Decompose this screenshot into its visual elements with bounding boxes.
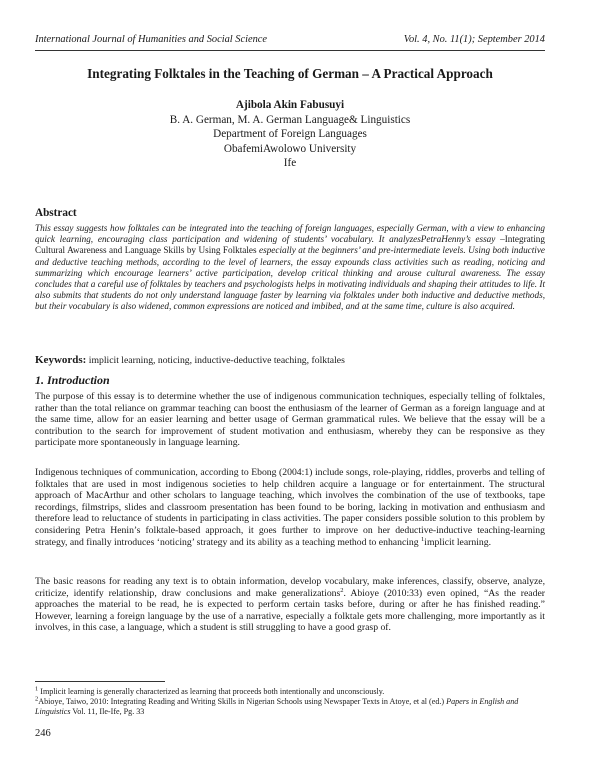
footnote-rule (35, 681, 165, 682)
footnotes (35, 687, 545, 717)
footnote-ref-2: 2 (340, 586, 344, 594)
author-university: ObafemiAwolowo University (223, 142, 357, 155)
author-name: Ajibola Akin Fabusuyi (235, 99, 345, 111)
author-block (35, 98, 545, 171)
author-department: Department of Foreign Languages (213, 128, 367, 140)
author-city: Ife (283, 157, 297, 169)
header-rule (35, 50, 545, 51)
paragraph-3 (35, 576, 545, 634)
author-degrees: B. A. German, M. A. German Language& Linguistics (169, 113, 411, 126)
page-number: 246 (35, 728, 51, 739)
footnote-2-book: Papers in English and Linguistics (35, 697, 519, 716)
paragraph-2-text: Indigenous techniques of communication, according to Ebong (2004:1) include songs, role-playing, riddles, proverbs and telling of folktales that are used in most indigenous societies to help children acquire a language or for entertainment. The structural approach of MacArthur and other scholars to language teaching, which involves the combination of the use of textbooks, tape recordings, filmstrips, slides and classroom presentation has been found to be boring, lacking in motivation and enthusiasm and therefore lead to reluctance of students in participating in class activities. The paper considers possible solution to this problem by considering Petra Henin’s folktale-based approach, it goes further to improve on her deductive-inductive teaching-learning strategy, and finally introduces ‘noticing’ strategy and its ability as a teaching method to enhancing (35, 467, 545, 548)
footnote-2-end: Vol. 11, Ile-Ife, Pg. 33 (70, 707, 145, 716)
section-heading: 1. Introduction (35, 373, 110, 387)
abstract-part-c: especially at the beginners’ and pre-intermediate levels. Using both inductive and deductive teaching methods, according to the level of learners, the essay expounds class activities such as reading, noticing and summarizing which encourage learners’ active participation, develop critical thinking and arouse cultural awareness. The essay concludes that a careful use of folktales by teachers and psychologists helps in motivating individuals and shaping their attitudes to life. It also submits that students do not only understand language faster by learning via folktales under both inductive and deductive methods, but their vocabulary is also widened, common expressions are noticed and imbibed, and at the same time, culture is also acquired. (35, 245, 545, 312)
paragraph-3-text: The basic reasons for reading any text is to obtain information, develop vocabulary, make inferences, classify, observe, analyze, criticize, identify relationship, draw conclusions and make generalizations (35, 576, 545, 599)
abstract-text (35, 223, 545, 313)
footnote-1-text: Implicit learning is generally characterized as learning that proceeds both intentionally and unconsciously. (38, 687, 385, 696)
footnote-ref-1: 1 (421, 535, 425, 543)
paragraph-1: The purpose of this essay is to determine whether the use of indigenous communication techniques, especially telling of folktales, rather than the total reliance on grammar teaching can boost the enthusiasm of the learner of German as a foreign language and at the same time, allow for an easier learning and better usage of German grammatical rules. We believe that the essay will be a contribution to the search for improvement of student motivation and enthusiasm, whereby they can be responsive as they participate more spontaneously in language learning. (35, 391, 545, 449)
journal-name: International Journal of Humanities and Social Science (35, 34, 268, 45)
footnote-2 (35, 697, 545, 717)
paragraph-2 (35, 467, 545, 548)
abstract-part-a: This essay suggests how folktales can be integrated into the teaching of foreign languages, especially German, with a view to enhancing quick learning, encouraging class participation and widening of students’ vocabulary. It analyzesPetraHenny’s essay – (35, 223, 545, 245)
running-header (35, 34, 545, 45)
paragraph-3-end: . Abioye (2010:33) even opined, “As the reader approaches the material to be read, he is expected to perform certain tasks before, during or after he has finished reading.” However, learning a foreign language by the use of a narrative, especially a folktale gets more challenging, more importantly as it involves, in this case, a language, which a student is still struggling to have a good grasp of. (35, 587, 545, 634)
keywords-list: implicit learning, noticing, inductive-deductive teaching, folktales (86, 355, 345, 366)
abstract-heading: Abstract (35, 207, 77, 219)
abstract-essay-title: Integrating Cultural Awareness and Language Skills by Using Folktales (35, 234, 545, 256)
paper-title: Integrating Folktales in the Teaching of German – A Practical Approach (87, 66, 493, 81)
keywords-label: Keywords: (35, 354, 87, 366)
keywords (35, 354, 545, 366)
footnote-1 (35, 687, 545, 697)
footnote-1-mark: 1 (35, 685, 39, 693)
footnote-2-text: Abioye, Taiwo, 2010: Integrating Reading and Writing Skills in Nigerian Schools using Newspaper Texts in Atoye, et al (ed.) (38, 697, 447, 706)
footnote-2-mark: 2 (35, 695, 39, 703)
issue-info: Vol. 4, No. 11(1); September 2014 (403, 34, 545, 45)
paragraph-2-end: implicit learning. (424, 536, 492, 548)
